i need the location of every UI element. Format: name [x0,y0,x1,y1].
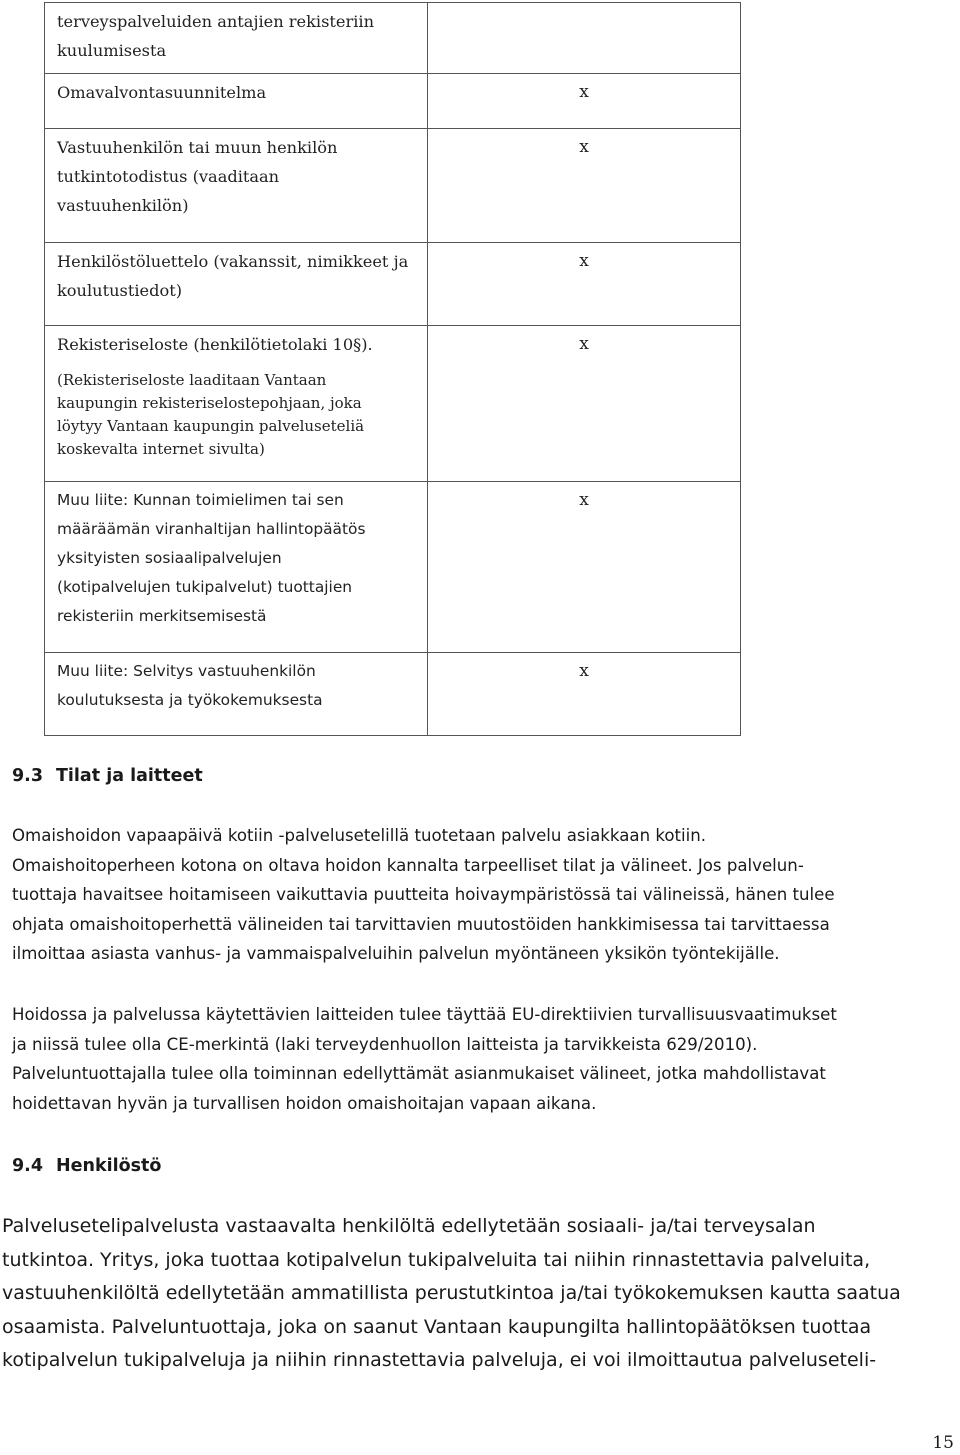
text-line: ilmoittaa asiasta vanhus- ja vammaispalveluihin palvelun myöntäneen yksikön työntekijälle. [12,944,780,963]
row-mark-cell [428,243,741,326]
section-heading-9-3 [12,766,203,786]
table-row [45,326,741,482]
text-line: tuottaja havaitsee hoitamiseen vaikuttavia puutteita hoivaympäristössä tai välineissä, hänen tulee [12,885,835,904]
text-line: vastuuhenkilöltä edellytetään ammatillista perustutkintoa ja/tai työkokemuksen kautta saatua [2,1282,901,1304]
table-row [45,3,741,74]
check-mark: x [579,490,589,510]
label-line: Vastuuhenkilön tai muun henkilön [57,138,338,157]
section-title: Tilat ja laitteet [56,766,203,786]
row-label-cell [45,74,428,129]
row-mark-cell [428,129,741,243]
note-line: (Rekisteriseloste laaditaan Vantaan [57,371,327,389]
label-line: Henkilöstöluettelo (vakanssit, nimikkeet ja [57,252,409,271]
text-line: hoidettavan hyvän ja turvallisen hoidon omaishoitajan vapaan aikana. [12,1093,597,1113]
label-line: rekisteriin merkitsemisestä [57,607,267,625]
label-line: Muu liite: Selvitys vastuuhenkilön [57,662,316,680]
text-line: ohjata omaishoitoperhettä välineiden tai tarvittavien muutostöiden hankkimisessa tai tarvittaessa [12,914,830,934]
note-line: kaupungin rekisteriselostepohjaan, joka [57,394,362,412]
paragraph-staff [2,1210,957,1378]
row-mark-cell [428,74,741,129]
text-line: kotipalvelun tukipalveluja ja niihin rinnastettavia palveluja, ei voi ilmoittautua palveluseteli- [2,1349,877,1371]
paragraph-equipment [12,1000,952,1118]
label-line: kuulumisesta [57,41,167,60]
text-line: Hoidossa ja palvelussa käytettävien laitteiden tulee täyttää EU-direktiivien turvallisuusvaatimukset [12,1005,837,1024]
label-line: terveyspalveluiden antajien rekisteriin [57,12,374,31]
row-mark-cell [428,3,741,74]
text-line: Omaishoidon vapaapäivä kotiin -palvelusetelillä tuotetaan palvelu asiakkaan kotiin. [12,826,707,845]
note-line: löytyy Vantaan kaupungin palveluseteliä [57,417,365,435]
table-row [45,653,741,736]
row-label-cell [45,653,428,736]
note-line: koskevalta internet sivulta) [57,440,265,458]
table-row [45,482,741,653]
label-line: koulutuksesta ja työkokemuksesta [57,691,323,709]
row-mark-cell [428,482,741,653]
check-mark: x [579,251,589,271]
attachments-table [44,2,741,736]
table-row [45,74,741,129]
text-line: tutkintoa. Yritys, joka tuottaa kotipalvelun tukipalveluita tai niihin rinnastettavia palveluita, [2,1248,871,1271]
row-label-cell [45,482,428,653]
page-number: 15 [932,1433,954,1453]
check-mark: x [579,82,589,102]
label-line: Muu liite: Kunnan toimielimen tai sen [57,491,344,509]
check-mark: x [579,661,589,681]
row-label-cell [45,3,428,74]
text-line: osaamista. Palveluntuottaja, joka on saanut Vantaan kaupungilta hallintopäätöksen tuottaa [2,1315,872,1338]
text-line: Palvelusetelipalvelusta vastaavalta henkilöltä edellytetään sosiaali- ja/tai terveysalan [2,1215,816,1237]
table-row [45,243,741,326]
section-title: Henkilöstö [56,1156,162,1176]
text-line: Omaishoitoperheen kotona on oltava hoidon kannalta tarpeelliset tilat ja välineet. Jos palvelun- [12,855,804,875]
table-row [45,129,741,243]
check-mark: x [579,334,589,354]
section-heading-9-4 [12,1156,161,1176]
check-mark [428,3,740,7]
label-line: määräämän viranhaltijan hallintopäätös [57,520,366,538]
row-label-cell [45,129,428,243]
label-line: tutkintotodistus (vaaditaan [57,167,280,186]
section-number: 9.4 [12,1156,44,1176]
label-line: yksityisten sosiaalipalvelujen [57,549,282,567]
label-line: Omavalvontasuunnitelma [57,83,267,102]
row-mark-cell [428,326,741,482]
check-mark: x [579,137,589,157]
label-line: (kotipalvelujen tukipalvelut) tuottajien [57,578,353,596]
row-mark-cell [428,653,741,736]
label-line: koulutustiedot) [57,281,183,300]
row-label-cell [45,243,428,326]
text-line: ja niissä tulee olla CE-merkintä (laki terveydenhuollon laitteista ja tarvikkeista 629/2010). [12,1034,758,1054]
label-line: vastuuhenkilön) [57,196,189,215]
section-number: 9.3 [12,766,44,786]
label-line: Rekisteriseloste (henkilötietolaki 10§). [57,335,373,354]
row-label-cell [45,326,428,482]
text-line: Palveluntuottajalla tulee olla toiminnan edellyttämät asianmukaiset välineet, jotka mahdollistavat [12,1064,826,1083]
paragraph-facilities [12,821,952,969]
